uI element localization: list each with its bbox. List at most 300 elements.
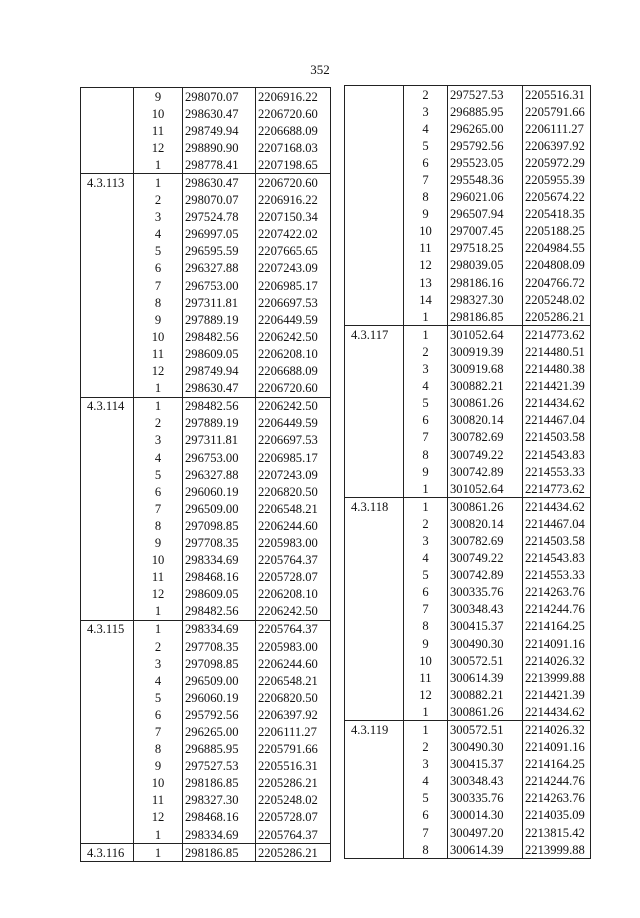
point-number-cell: 8 xyxy=(404,189,448,206)
point-number-cell: 1 xyxy=(404,703,448,721)
section-cell: 4.3.113 xyxy=(81,174,134,192)
x-coordinate-cell: 296997.05 xyxy=(183,226,256,243)
x-coordinate-cell: 298630.47 xyxy=(183,380,256,398)
x-coordinate-cell: 297889.19 xyxy=(183,415,256,432)
table-row xyxy=(81,534,331,551)
table-row xyxy=(81,156,331,174)
point-number-cell: 9 xyxy=(404,206,448,223)
point-number-cell: 9 xyxy=(404,463,448,480)
x-coordinate-cell: 298749.94 xyxy=(183,122,256,139)
table-row xyxy=(81,311,331,328)
y-coordinate-cell: 2214091.16 xyxy=(523,739,591,756)
table-row xyxy=(345,532,591,549)
section-cell xyxy=(345,137,404,154)
point-number-cell: 12 xyxy=(134,586,183,603)
x-coordinate-cell: 296060.19 xyxy=(183,689,256,706)
x-coordinate-cell: 296753.00 xyxy=(183,277,256,294)
table-row xyxy=(81,466,331,483)
x-coordinate-cell: 300497.20 xyxy=(448,824,523,841)
x-coordinate-cell: 296885.95 xyxy=(183,741,256,758)
x-coordinate-cell: 297007.45 xyxy=(448,223,523,240)
section-cell xyxy=(345,343,404,360)
section-cell xyxy=(345,86,404,104)
y-coordinate-cell: 2205791.66 xyxy=(523,103,591,120)
table-row xyxy=(81,655,331,672)
section-cell xyxy=(81,466,134,483)
x-coordinate-cell: 300335.76 xyxy=(448,584,523,601)
table-row xyxy=(81,603,331,621)
point-number-cell: 1 xyxy=(404,308,448,326)
section-cell xyxy=(345,240,404,257)
point-number-cell: 10 xyxy=(134,328,183,345)
x-coordinate-cell: 300014.30 xyxy=(448,807,523,824)
table-row xyxy=(81,397,331,415)
y-coordinate-cell: 2214434.62 xyxy=(523,498,591,516)
table-row xyxy=(81,706,331,723)
x-coordinate-cell: 296595.59 xyxy=(183,243,256,260)
section-cell xyxy=(81,483,134,500)
section-cell xyxy=(81,415,134,432)
x-coordinate-cell: 298630.47 xyxy=(183,174,256,192)
y-coordinate-cell: 2204808.09 xyxy=(523,257,591,274)
section-cell xyxy=(345,532,404,549)
x-coordinate-cell: 298334.69 xyxy=(183,552,256,569)
table-row xyxy=(345,721,591,739)
section-cell xyxy=(345,274,404,291)
point-number-cell: 1 xyxy=(134,380,183,398)
table-row xyxy=(345,686,591,703)
y-coordinate-cell: 2205248.02 xyxy=(523,291,591,308)
table-row xyxy=(81,552,331,569)
section-cell xyxy=(81,741,134,758)
y-coordinate-cell: 2214244.76 xyxy=(523,601,591,618)
right-table-body xyxy=(345,86,591,859)
y-coordinate-cell: 2205728.07 xyxy=(256,809,331,826)
table-row xyxy=(81,620,331,638)
x-coordinate-cell: 300861.26 xyxy=(448,395,523,412)
table-row xyxy=(81,689,331,706)
section-cell xyxy=(81,449,134,466)
section-cell xyxy=(81,534,134,551)
point-number-cell: 1 xyxy=(134,844,183,862)
section-cell xyxy=(81,638,134,655)
x-coordinate-cell: 296265.00 xyxy=(448,120,523,137)
table-row xyxy=(81,345,331,362)
point-number-cell: 2 xyxy=(404,739,448,756)
point-number-cell: 6 xyxy=(404,412,448,429)
point-number-cell: 2 xyxy=(404,86,448,104)
point-number-cell: 10 xyxy=(134,775,183,792)
section-cell xyxy=(345,171,404,188)
x-coordinate-cell: 296509.00 xyxy=(183,672,256,689)
y-coordinate-cell: 2207422.02 xyxy=(256,226,331,243)
y-coordinate-cell: 2205516.31 xyxy=(256,758,331,775)
table-row xyxy=(81,380,331,398)
point-number-cell: 5 xyxy=(404,137,448,154)
section-cell xyxy=(81,277,134,294)
point-number-cell: 1 xyxy=(404,498,448,516)
table-row xyxy=(81,826,331,844)
point-number-cell: 1 xyxy=(134,156,183,174)
x-coordinate-cell: 297889.19 xyxy=(183,311,256,328)
table-row xyxy=(345,824,591,841)
section-cell xyxy=(81,809,134,826)
point-number-cell: 11 xyxy=(134,569,183,586)
y-coordinate-cell: 2206820.50 xyxy=(256,483,331,500)
y-coordinate-cell: 2214773.62 xyxy=(523,480,591,498)
table-row xyxy=(81,775,331,792)
table-row xyxy=(345,103,591,120)
y-coordinate-cell: 2214035.09 xyxy=(523,807,591,824)
table-row xyxy=(81,672,331,689)
table-row xyxy=(345,567,591,584)
table-row xyxy=(345,756,591,773)
section-cell: 4.3.118 xyxy=(345,498,404,516)
section-cell xyxy=(345,567,404,584)
x-coordinate-cell: 296507.94 xyxy=(448,206,523,223)
y-coordinate-cell: 2214480.38 xyxy=(523,361,591,378)
y-coordinate-cell: 2205972.29 xyxy=(523,154,591,171)
section-cell xyxy=(345,206,404,223)
point-number-cell: 5 xyxy=(134,466,183,483)
point-number-cell: 2 xyxy=(404,343,448,360)
x-coordinate-cell: 298482.56 xyxy=(183,397,256,415)
section-cell xyxy=(81,105,134,122)
y-coordinate-cell: 2205674.22 xyxy=(523,189,591,206)
y-coordinate-cell: 2214263.76 xyxy=(523,790,591,807)
y-coordinate-cell: 2207243.09 xyxy=(256,466,331,483)
y-coordinate-cell: 2206208.10 xyxy=(256,345,331,362)
table-row xyxy=(81,328,331,345)
x-coordinate-cell: 298186.85 xyxy=(448,308,523,326)
y-coordinate-cell: 2214480.51 xyxy=(523,343,591,360)
x-coordinate-cell: 298609.05 xyxy=(183,586,256,603)
point-number-cell: 7 xyxy=(404,824,448,841)
table-row xyxy=(345,652,591,669)
point-number-cell: 4 xyxy=(404,773,448,790)
section-cell xyxy=(81,156,134,174)
x-coordinate-cell: 300572.51 xyxy=(448,652,523,669)
y-coordinate-cell: 2214503.58 xyxy=(523,429,591,446)
y-coordinate-cell: 2206720.60 xyxy=(256,105,331,122)
point-number-cell: 12 xyxy=(404,686,448,703)
y-coordinate-cell: 2214434.62 xyxy=(523,703,591,721)
table-row xyxy=(81,569,331,586)
x-coordinate-cell: 298468.16 xyxy=(183,809,256,826)
x-coordinate-cell: 300882.21 xyxy=(448,686,523,703)
point-number-cell: 13 xyxy=(404,274,448,291)
table-row xyxy=(345,601,591,618)
table-row xyxy=(81,432,331,449)
x-coordinate-cell: 298070.07 xyxy=(183,88,256,106)
x-coordinate-cell: 300882.21 xyxy=(448,378,523,395)
x-coordinate-cell: 300490.30 xyxy=(448,635,523,652)
section-cell xyxy=(81,209,134,226)
y-coordinate-cell: 2214553.33 xyxy=(523,567,591,584)
x-coordinate-cell: 297098.85 xyxy=(183,655,256,672)
section-cell xyxy=(345,480,404,498)
table-row xyxy=(345,257,591,274)
page-number: 352 xyxy=(310,62,330,77)
table-row xyxy=(345,189,591,206)
table-row xyxy=(81,174,331,192)
y-coordinate-cell: 2214553.33 xyxy=(523,463,591,480)
left-table-body xyxy=(81,88,331,862)
section-cell xyxy=(345,361,404,378)
section-cell xyxy=(345,652,404,669)
y-coordinate-cell: 2213999.88 xyxy=(523,669,591,686)
point-number-cell: 1 xyxy=(134,397,183,415)
y-coordinate-cell: 2207150.34 xyxy=(256,209,331,226)
y-coordinate-cell: 2214244.76 xyxy=(523,773,591,790)
point-number-cell: 7 xyxy=(404,171,448,188)
x-coordinate-cell: 300614.39 xyxy=(448,669,523,686)
section-cell xyxy=(345,257,404,274)
point-number-cell: 3 xyxy=(404,756,448,773)
table-row xyxy=(81,277,331,294)
section-cell xyxy=(345,773,404,790)
table-row xyxy=(345,429,591,446)
y-coordinate-cell: 2205764.37 xyxy=(256,620,331,638)
point-number-cell: 1 xyxy=(404,480,448,498)
y-coordinate-cell: 2206111.27 xyxy=(256,723,331,740)
section-cell xyxy=(345,446,404,463)
section-cell xyxy=(345,291,404,308)
x-coordinate-cell: 298186.85 xyxy=(183,775,256,792)
x-coordinate-cell: 298186.16 xyxy=(448,274,523,291)
table-row xyxy=(345,841,591,859)
section-cell xyxy=(345,584,404,601)
section-cell xyxy=(345,686,404,703)
x-coordinate-cell: 296327.88 xyxy=(183,260,256,277)
table-row xyxy=(81,500,331,517)
section-cell xyxy=(345,154,404,171)
x-coordinate-cell: 298482.56 xyxy=(183,328,256,345)
table-row xyxy=(81,192,331,209)
section-cell xyxy=(345,669,404,686)
table-row xyxy=(81,260,331,277)
point-number-cell: 7 xyxy=(134,723,183,740)
point-number-cell: 1 xyxy=(134,174,183,192)
point-number-cell: 4 xyxy=(134,226,183,243)
y-coordinate-cell: 2206242.50 xyxy=(256,328,331,345)
table-row xyxy=(345,807,591,824)
section-cell xyxy=(345,412,404,429)
x-coordinate-cell: 300415.37 xyxy=(448,618,523,635)
section-cell xyxy=(345,618,404,635)
x-coordinate-cell: 296885.95 xyxy=(448,103,523,120)
table-row xyxy=(81,122,331,139)
table-row xyxy=(345,515,591,532)
x-coordinate-cell: 295792.56 xyxy=(448,137,523,154)
y-coordinate-cell: 2204766.72 xyxy=(523,274,591,291)
x-coordinate-cell: 297708.35 xyxy=(183,638,256,655)
x-coordinate-cell: 297098.85 xyxy=(183,517,256,534)
point-number-cell: 3 xyxy=(134,432,183,449)
y-coordinate-cell: 2214026.32 xyxy=(523,721,591,739)
x-coordinate-cell: 300749.22 xyxy=(448,446,523,463)
table-row xyxy=(81,517,331,534)
y-coordinate-cell: 2205983.00 xyxy=(256,534,331,551)
y-coordinate-cell: 2207243.09 xyxy=(256,260,331,277)
table-row xyxy=(81,415,331,432)
table-row xyxy=(345,86,591,104)
x-coordinate-cell: 297311.81 xyxy=(183,294,256,311)
x-coordinate-cell: 300861.26 xyxy=(448,703,523,721)
x-coordinate-cell: 297311.81 xyxy=(183,432,256,449)
x-coordinate-cell: 300490.30 xyxy=(448,739,523,756)
table-row xyxy=(81,586,331,603)
x-coordinate-cell: 297524.78 xyxy=(183,209,256,226)
point-number-cell: 8 xyxy=(134,741,183,758)
x-coordinate-cell: 296265.00 xyxy=(183,723,256,740)
section-cell xyxy=(81,500,134,517)
table-row xyxy=(345,378,591,395)
x-coordinate-cell: 300820.14 xyxy=(448,412,523,429)
point-number-cell: 3 xyxy=(404,361,448,378)
section-cell xyxy=(81,328,134,345)
point-number-cell: 4 xyxy=(404,378,448,395)
table-row xyxy=(345,669,591,686)
point-number-cell: 3 xyxy=(134,209,183,226)
y-coordinate-cell: 2205286.21 xyxy=(256,775,331,792)
y-coordinate-cell: 2206548.21 xyxy=(256,500,331,517)
point-number-cell: 4 xyxy=(404,120,448,137)
x-coordinate-cell: 298468.16 xyxy=(183,569,256,586)
y-coordinate-cell: 2206397.92 xyxy=(523,137,591,154)
y-coordinate-cell: 2206985.17 xyxy=(256,277,331,294)
table-row xyxy=(81,139,331,156)
point-number-cell: 2 xyxy=(134,415,183,432)
table-row xyxy=(345,137,591,154)
section-cell xyxy=(81,226,134,243)
point-number-cell: 11 xyxy=(134,792,183,809)
y-coordinate-cell: 2206688.09 xyxy=(256,122,331,139)
section-cell xyxy=(345,378,404,395)
point-number-cell: 12 xyxy=(404,257,448,274)
x-coordinate-cell: 301052.64 xyxy=(448,326,523,344)
y-coordinate-cell: 2205764.37 xyxy=(256,552,331,569)
section-cell xyxy=(81,243,134,260)
table-row xyxy=(81,758,331,775)
table-row xyxy=(81,88,331,106)
x-coordinate-cell: 300782.69 xyxy=(448,429,523,446)
x-coordinate-cell: 298327.30 xyxy=(448,291,523,308)
section-cell xyxy=(81,311,134,328)
table-row xyxy=(345,171,591,188)
section-cell xyxy=(345,103,404,120)
point-number-cell: 5 xyxy=(134,243,183,260)
point-number-cell: 11 xyxy=(404,240,448,257)
table-row xyxy=(345,223,591,240)
y-coordinate-cell: 2205955.39 xyxy=(523,171,591,188)
section-cell xyxy=(345,703,404,721)
point-number-cell: 3 xyxy=(404,103,448,120)
table-row xyxy=(345,240,591,257)
table-row xyxy=(345,550,591,567)
x-coordinate-cell: 295523.05 xyxy=(448,154,523,171)
x-coordinate-cell: 298334.69 xyxy=(183,826,256,844)
x-coordinate-cell: 300749.22 xyxy=(448,550,523,567)
point-number-cell: 6 xyxy=(404,807,448,824)
point-number-cell: 8 xyxy=(404,618,448,635)
point-number-cell: 8 xyxy=(134,294,183,311)
x-coordinate-cell: 295548.36 xyxy=(448,171,523,188)
y-coordinate-cell: 2206548.21 xyxy=(256,672,331,689)
section-cell xyxy=(345,807,404,824)
section-cell xyxy=(345,308,404,326)
y-coordinate-cell: 2214773.62 xyxy=(523,326,591,344)
x-coordinate-cell: 300919.68 xyxy=(448,361,523,378)
y-coordinate-cell: 2214467.04 xyxy=(523,412,591,429)
x-coordinate-cell: 298630.47 xyxy=(183,105,256,122)
section-cell xyxy=(81,294,134,311)
section-cell xyxy=(345,601,404,618)
y-coordinate-cell: 2214543.83 xyxy=(523,550,591,567)
table-row xyxy=(81,809,331,826)
y-coordinate-cell: 2206697.53 xyxy=(256,432,331,449)
y-coordinate-cell: 2206697.53 xyxy=(256,294,331,311)
table-row xyxy=(345,790,591,807)
x-coordinate-cell: 298334.69 xyxy=(183,620,256,638)
section-cell xyxy=(81,432,134,449)
point-number-cell: 5 xyxy=(404,567,448,584)
y-coordinate-cell: 2206688.09 xyxy=(256,363,331,380)
section-cell: 4.3.115 xyxy=(81,620,134,638)
x-coordinate-cell: 298609.05 xyxy=(183,345,256,362)
x-coordinate-cell: 298482.56 xyxy=(183,603,256,621)
point-number-cell: 9 xyxy=(134,758,183,775)
y-coordinate-cell: 2207168.03 xyxy=(256,139,331,156)
section-cell: 4.3.117 xyxy=(345,326,404,344)
section-cell xyxy=(81,672,134,689)
y-coordinate-cell: 2214164.25 xyxy=(523,756,591,773)
section-cell xyxy=(81,363,134,380)
y-coordinate-cell: 2205248.02 xyxy=(256,792,331,809)
table-row xyxy=(81,363,331,380)
point-number-cell: 14 xyxy=(404,291,448,308)
table-row xyxy=(345,584,591,601)
point-number-cell: 5 xyxy=(134,689,183,706)
x-coordinate-cell: 296753.00 xyxy=(183,449,256,466)
x-coordinate-cell: 300782.69 xyxy=(448,532,523,549)
y-coordinate-cell: 2214543.83 xyxy=(523,446,591,463)
section-cell xyxy=(345,515,404,532)
x-coordinate-cell: 297708.35 xyxy=(183,534,256,551)
section-cell xyxy=(345,739,404,756)
y-coordinate-cell: 2204984.55 xyxy=(523,240,591,257)
section-cell xyxy=(345,635,404,652)
coordinates-table-left xyxy=(80,87,331,862)
x-coordinate-cell: 297527.53 xyxy=(183,758,256,775)
y-coordinate-cell: 2214164.25 xyxy=(523,618,591,635)
y-coordinate-cell: 2206244.60 xyxy=(256,655,331,672)
section-cell xyxy=(345,550,404,567)
x-coordinate-cell: 300742.89 xyxy=(448,567,523,584)
y-coordinate-cell: 2206985.17 xyxy=(256,449,331,466)
section-cell: 4.3.114 xyxy=(81,397,134,415)
y-coordinate-cell: 2206820.50 xyxy=(256,689,331,706)
section-cell xyxy=(345,463,404,480)
table-row xyxy=(345,361,591,378)
point-number-cell: 6 xyxy=(134,260,183,277)
section-cell xyxy=(345,824,404,841)
x-coordinate-cell: 295792.56 xyxy=(183,706,256,723)
x-coordinate-cell: 300614.39 xyxy=(448,841,523,859)
section-cell xyxy=(81,345,134,362)
section-cell xyxy=(81,517,134,534)
point-number-cell: 5 xyxy=(404,790,448,807)
